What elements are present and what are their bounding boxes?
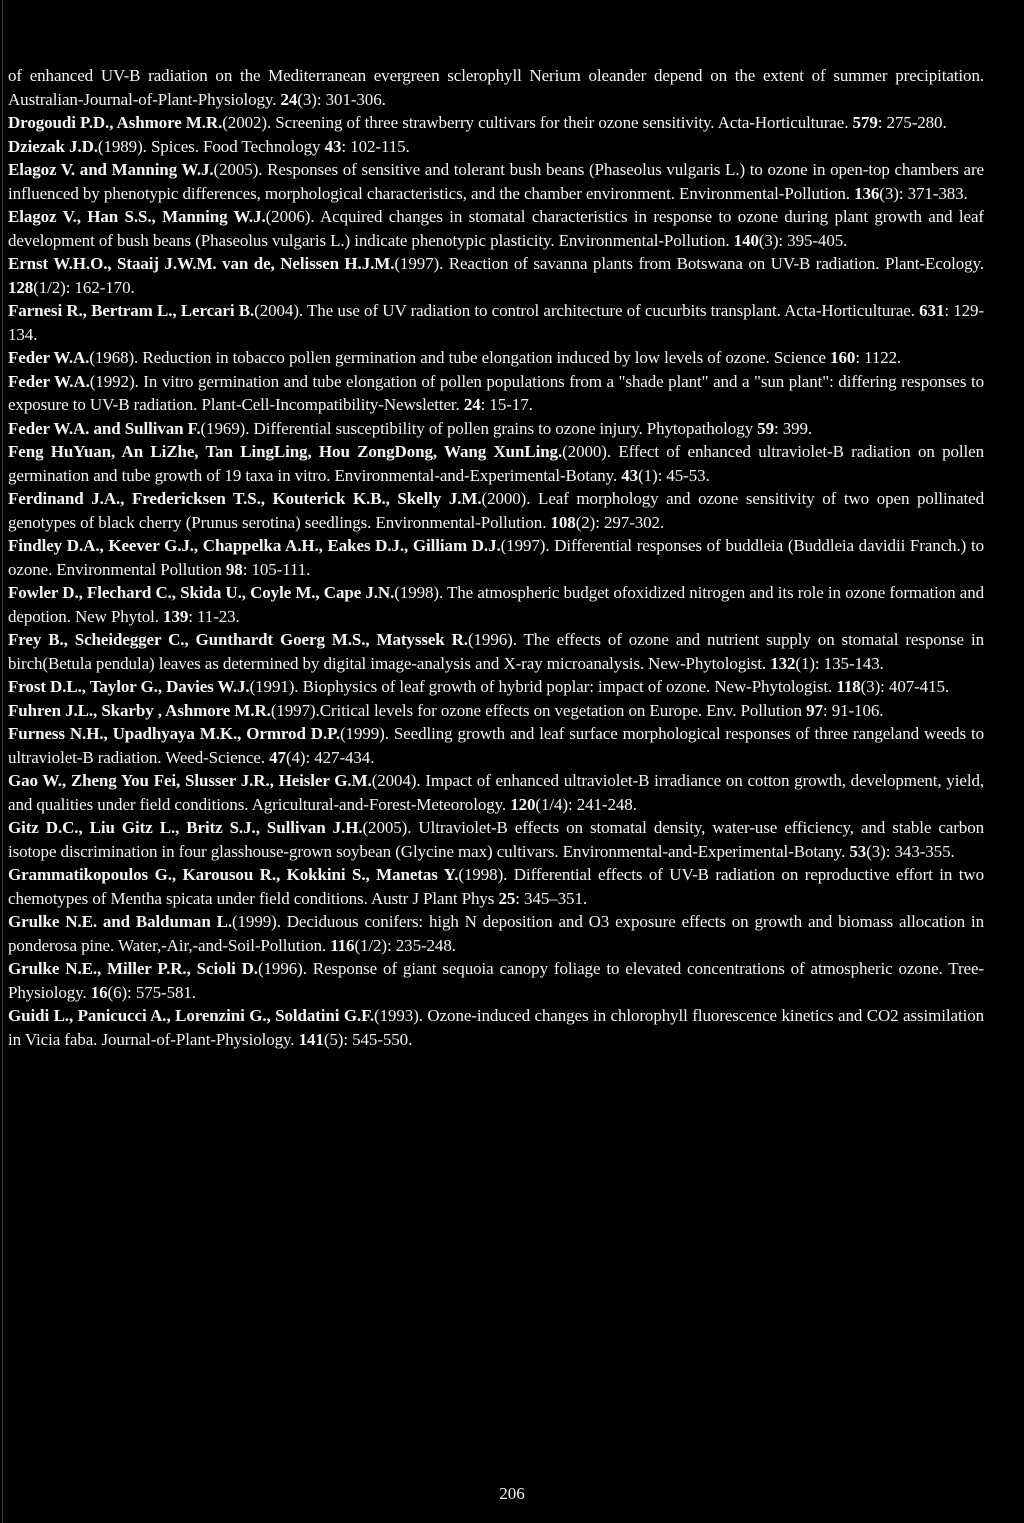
reference-entry-8	[8, 370, 984, 417]
reference-pages: (6): 575-581.	[107, 982, 196, 1002]
reference-volume: 141	[298, 1029, 324, 1049]
reference-authors: Frost D.L., Taylor G., Davies W.J.	[8, 677, 250, 696]
reference-authors: Farnesi R., Bertram L., Lercari B.	[8, 301, 255, 320]
reference-entry-9	[8, 417, 984, 441]
reference-authors: Feder W.A.	[8, 348, 90, 367]
reference-volume: 25	[498, 888, 516, 908]
reference-authors: Feng HuYuan, An LiZhe, Tan LingLing, Hou ZongDong, Wang XunLing.	[8, 442, 563, 461]
reference-entry-22	[8, 957, 984, 1004]
reference-volume: 132	[770, 653, 796, 673]
reference-volume: 59	[757, 418, 774, 438]
reference-volume: 128	[8, 277, 34, 297]
reference-pages: : 345–351.	[515, 888, 587, 908]
page-edge-line	[2, 0, 3, 1523]
reference-entry-0	[8, 64, 984, 111]
reference-title: The use of UV radiation to control architecture of cucurbits transplant. Acta-Horticulturae.	[307, 301, 920, 320]
reference-year: (1999).	[339, 724, 394, 743]
reference-authors: Frey B., Scheidegger C., Gunthardt Goerg M.S., Matyssek R.	[8, 630, 468, 649]
reference-pages: : 102-115.	[341, 136, 410, 156]
reference-authors: Gitz D.C., Liu Gitz L., Britz S.J., Sullivan J.H.	[8, 818, 363, 837]
reference-year: (2002).	[222, 113, 276, 132]
reference-pages: (3): 407-415.	[860, 677, 950, 696]
reference-entry-1	[8, 111, 984, 135]
reference-volume: 108	[550, 512, 576, 532]
reference-year: (1989).	[97, 136, 151, 156]
reference-authors: Ferdinand J.A., Fredericksen T.S., Kouterick K.B., Skelly J.M.	[8, 489, 482, 508]
reference-entry-2	[8, 135, 984, 159]
reference-entry-7	[8, 346, 984, 370]
reference-pages: : 105-111.	[242, 559, 311, 579]
reference-volume: 631	[919, 301, 945, 320]
reference-title: Reduction in tobacco pollen germination and tube elongation induced by low levels of ozone. Science	[142, 348, 831, 367]
reference-title: Biophysics of leaf growth of hybrid poplar: impact of ozone. New-Phytologist.	[302, 677, 837, 696]
reference-title: Critical levels for ozone effects on vegetation on Europe. Env. Pollution	[319, 700, 807, 720]
reference-authors: Guidi L., Panicucci A., Lorenzini G., Soldatini G.F.	[8, 1006, 375, 1025]
reference-title: In vitro germination and tube elongation of pollen populations from a "shade plant" and a "sun plant": differing responses to exposure to UV-B radiation. Plant-Cell-Incompatibility-Newsletter.	[8, 371, 984, 414]
reference-year: (1997).	[270, 700, 320, 720]
reference-title: Differential effects of UV-B radiation on reproductive effort in two chemotypes of Mentha spicata under field conditions. Austr J Plant Phys	[8, 865, 984, 908]
reference-volume: 118	[836, 677, 861, 696]
reference-title: Spices. Food Technology	[150, 136, 325, 156]
reference-pages: : 275-280.	[877, 113, 947, 132]
reference-pages: : 15-17.	[480, 395, 533, 414]
reference-pages: (3): 301-306.	[297, 89, 386, 109]
reference-year: (2006).	[265, 207, 320, 226]
reference-year: (2000).	[562, 442, 619, 461]
reference-title: Screening of three strawberry cultivars for their ozone sensitivity. Acta-Horticulturae.	[275, 113, 853, 132]
reference-title: Differential susceptibility of pollen grains to ozone injury. Phytopathology	[253, 418, 758, 438]
reference-entry-21	[8, 910, 984, 957]
reference-year: (1969).	[200, 418, 254, 438]
reference-pages: : 91-106.	[822, 700, 884, 720]
reference-title: Impact of enhanced ultraviolet-B irradiance on cotton growth, development, yield, and qualities under field conditions. Agricultural-and-Forest-Meteorology.	[8, 771, 984, 814]
reference-authors: Fowler D., Flechard C., Skida U., Coyle M., Cape J.N.	[8, 583, 395, 602]
reference-pages: (2): 297-302.	[575, 512, 665, 532]
reference-volume: 98	[225, 559, 243, 579]
reference-year: (2000).	[481, 489, 539, 508]
reference-year: (1996).	[467, 630, 524, 649]
reference-authors: Grammatikopoulos G., Karousou R., Kokkini S., Manetas Y.	[8, 865, 459, 884]
reference-authors: Grulke N.E. and Balduman L.	[8, 912, 232, 931]
reference-volume: 47	[269, 747, 286, 767]
reference-authors: Dziezak J.D.	[8, 136, 98, 156]
reference-title: Responses of sensitive and tolerant bush beans (Phaseolus vulgaris L.) to ozone in open-top chambers are influenced by phenotypic differences, morphological characteristics, and the chamber environment. Environmental-Pollution.	[8, 160, 984, 203]
reference-year: (1999).	[231, 912, 287, 931]
reference-pages: (1): 135-143.	[795, 653, 884, 673]
reference-title: The effects of ozone and nutrient supply on stomatal response in birch(Betula pendula) leaves as determined by digital image-analysis and X-ray microanalysis. New-Phytologist.	[8, 630, 984, 673]
reference-volume: 53	[849, 841, 867, 861]
reference-title: Response of giant sequoia canopy foliage to elevated concentrations of atmospheric ozone. Tree-Physiology.	[8, 959, 984, 1002]
page-number: 206	[499, 1484, 525, 1503]
reference-year: (1998).	[458, 865, 514, 884]
reference-year: (1996).	[257, 959, 313, 978]
reference-pages: (3): 395-405.	[758, 230, 848, 250]
reference-year: (1993).	[374, 1006, 428, 1025]
reference-volume: 579	[852, 113, 878, 132]
reference-authors: Fuhren J.L., Skarby , Ashmore M.R.	[8, 700, 271, 720]
reference-volume: 160	[830, 348, 856, 367]
reference-volume: 43	[621, 465, 639, 485]
reference-volume: 139	[163, 606, 189, 626]
reference-volume: 24	[463, 395, 481, 414]
reference-volume: 140	[733, 230, 759, 250]
reference-title: Seedling growth and leaf surface morphological responses of three rangeland weeds to ultraviolet-B radiation. Weed-Science.	[8, 724, 984, 767]
reference-year: (1992).	[89, 371, 144, 391]
reference-title: Deciduous conifers: high N deposition and O3 exposure effects on growth and biomass allocation in ponderosa pine. Water,-Air,-and-Soil-Pollution.	[8, 912, 984, 955]
reference-title: Reaction of savanna plants from Botswana on UV-B radiation. Plant-Ecology.	[448, 254, 984, 273]
reference-volume: 120	[510, 794, 536, 814]
reference-year: (2005).	[213, 160, 268, 179]
reference-title: Leaf morphology and ozone sensitivity of two open pollinated genotypes of black cherry (Prunus serotina) seedlings. Environmental-Pollution.	[8, 489, 984, 532]
reference-authors: Ernst W.H.O., Staaij J.W.M. van de, Nelissen H.J.M.	[8, 254, 395, 273]
reference-entry-14	[8, 628, 984, 675]
reference-authors: Elagoz V., Han S.S., Manning W.J.	[8, 207, 266, 226]
reference-entry-11	[8, 487, 984, 534]
reference-volume: 24	[280, 89, 298, 109]
reference-title: Differential responses of buddleia (Buddleia davidii Franch.) to ozone. Environmental Pollution	[8, 536, 984, 579]
reference-pages: (5): 545-550.	[323, 1029, 413, 1049]
reference-title: Effect of enhanced ultraviolet-B radiation on pollen germination and tube growth of 19 taxa in vitro. Environmental-and-Experimental-Botany.	[8, 442, 985, 485]
reference-authors: Elagoz V. and Manning W.J.	[8, 160, 214, 179]
reference-year: (1997).	[500, 536, 555, 555]
reference-list	[8, 64, 984, 1051]
reference-entry-12	[8, 534, 984, 581]
reference-title: Ultraviolet-B effects on stomatal density, water-use efficiency, and stable carbon isotope discrimination in four glasshouse-grown soybean (Glycine max) cultivars. Environmental-and-Experimental-Botany.	[8, 818, 984, 861]
reference-authors: Gao W., Zheng You Fei, Slusser J.R., Heisler G.M.	[8, 771, 372, 790]
reference-entry-19	[8, 816, 984, 863]
reference-entry-18	[8, 769, 984, 816]
reference-volume: 97	[806, 700, 823, 720]
reference-entry-23	[8, 1004, 984, 1051]
reference-title: The atmospheric budget ofoxidized nitrogen and its role in ozone formation and depotion. New Phytol.	[8, 583, 984, 626]
reference-entry-20	[8, 863, 984, 910]
reference-authors: Grulke N.E., Miller P.R., Scioli D.	[8, 959, 258, 978]
reference-entry-16	[8, 699, 984, 723]
reference-entry-15	[8, 675, 984, 699]
reference-pages: (3): 343-355.	[866, 841, 955, 861]
reference-year: (1997).	[394, 254, 449, 273]
reference-entry-6	[8, 299, 984, 346]
reference-year: (1968).	[89, 348, 143, 367]
reference-pages: : 129-134.	[8, 301, 984, 344]
reference-entry-17	[8, 722, 984, 769]
reference-year: (2005).	[362, 818, 419, 837]
reference-title: of enhanced UV-B radiation on the Mediterranean evergreen sclerophyll Nerium oleander depend on the extent of summer precipitation. Australian-Journal-of-Plant-Physiology.	[8, 66, 984, 109]
reference-authors: Feder W.A.	[8, 371, 90, 391]
reference-authors: Feder W.A. and Sullivan F.	[8, 418, 201, 438]
reference-year: (2004).	[371, 771, 426, 790]
reference-authors: Drogoudi P.D., Ashmore M.R.	[8, 113, 223, 132]
reference-year: (1998).	[394, 583, 447, 602]
reference-pages: (4): 427-434.	[285, 747, 375, 767]
reference-title: Ozone-induced changes in chlorophyll fluorescence kinetics and CO2 assimilation in Vicia faba. Journal-of-Plant-Physiology.	[8, 1006, 985, 1049]
reference-authors: Findley D.A., Keever G.J., Chappelka A.H., Eakes D.J., Gilliam D.J.	[8, 536, 501, 555]
reference-pages: : 11-23.	[188, 606, 240, 626]
reference-title: Acquired changes in stomatal characteristics in response to ozone during plant growth and leaf development of bush beans (Phaseolus vulgaris L.) indicate phenotypic plasticity. Environmental-Pollution.	[8, 207, 984, 250]
reference-authors: Furness N.H., Upadhyaya M.K., Ormrod D.P.	[8, 724, 340, 743]
reference-volume: 116	[330, 935, 355, 955]
reference-entry-10	[8, 440, 984, 487]
reference-pages: (3): 371-383.	[879, 183, 968, 203]
reference-entry-4	[8, 205, 984, 252]
reference-pages: (1): 45-53.	[638, 465, 710, 485]
reference-pages: (1/2): 235-248.	[354, 935, 456, 955]
reference-year: (2004).	[254, 301, 308, 320]
reference-volume: 136	[854, 183, 880, 203]
reference-pages: : 1122.	[855, 348, 902, 367]
reference-volume: 43	[324, 136, 342, 156]
reference-pages: : 399.	[773, 418, 813, 438]
reference-pages: (1/2): 162-170.	[33, 277, 135, 297]
reference-entry-3	[8, 158, 984, 205]
reference-entry-13	[8, 581, 984, 628]
reference-pages: (1/4): 241-248.	[535, 794, 637, 814]
reference-year: (1991).	[249, 677, 303, 696]
reference-volume: 16	[90, 982, 108, 1002]
reference-entry-5	[8, 252, 984, 299]
